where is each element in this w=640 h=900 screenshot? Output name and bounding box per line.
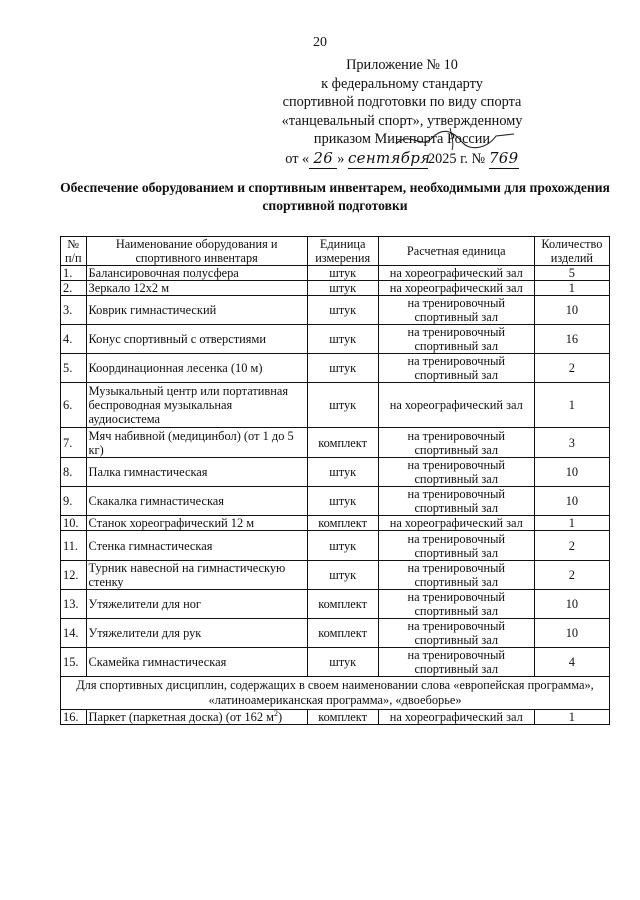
appendix-line-2: к федеральному стандарту: [321, 75, 483, 92]
row-num: 1.: [61, 266, 87, 281]
row-qty: 2: [534, 531, 609, 561]
table-row: [61, 296, 610, 325]
table-row: [61, 619, 610, 648]
row-qty: 10: [534, 619, 609, 648]
row-unit: штук: [307, 458, 378, 487]
table-row: [61, 487, 610, 516]
handwritten-day: 26: [309, 149, 337, 169]
appendix-line-3: спортивной подготовки по виду спорта: [282, 94, 522, 111]
table-row: [61, 458, 610, 487]
signature-mark: [392, 126, 522, 152]
row-num: 12.: [61, 561, 87, 590]
handwritten-month: сентября: [347, 148, 431, 167]
row-unit: штук: [307, 296, 378, 325]
row-unit: штук: [307, 648, 378, 677]
row-unit: штук: [307, 561, 378, 590]
header-qty: Количество изделий: [534, 237, 609, 266]
row-qty: 10: [534, 296, 609, 325]
table-row: [61, 710, 610, 725]
row-num: 2.: [61, 281, 87, 296]
row-calc: на тренировочный спортивный зал: [378, 354, 534, 383]
row-calc: на тренировочный спортивный зал: [378, 296, 534, 325]
header-calc: Расчетная единица: [378, 237, 534, 266]
row-num: 6.: [61, 383, 87, 428]
section-note-row: [61, 677, 610, 710]
row-num: 13.: [61, 590, 87, 619]
row-qty: 5: [534, 266, 609, 281]
row-num: 4.: [61, 325, 87, 354]
row-name: Утяжелители для рук: [86, 619, 307, 648]
row-unit: комплект: [307, 590, 378, 619]
row-calc: на хореографический зал: [378, 516, 534, 531]
row-calc: на хореографический зал: [378, 710, 534, 725]
row-calc: на хореографический зал: [378, 281, 534, 296]
row-name: Утяжелители для ног: [86, 590, 307, 619]
row-calc: на хореографический зал: [378, 266, 534, 281]
row-unit: комплект: [307, 428, 378, 458]
row-qty: 1: [534, 383, 609, 428]
table-row: [61, 516, 610, 531]
row-name: Станок хореографический 12 м: [86, 516, 307, 531]
row-unit: штук: [307, 325, 378, 354]
row-qty: 4: [534, 648, 609, 677]
appendix-line-1: Приложение № 10: [346, 57, 458, 73]
row-qty: 2: [534, 561, 609, 590]
table-header-row: [61, 237, 610, 266]
row-qty: 1: [534, 281, 609, 296]
row-calc: на тренировочный спортивный зал: [378, 561, 534, 590]
row-unit: комплект: [307, 516, 378, 531]
header-num: № п/п: [61, 237, 87, 266]
row-name: Турник навесной на гимнастическую стенку: [86, 561, 307, 590]
header-name: Наименование оборудования и спортивного инвентаря: [86, 237, 307, 266]
date-year: 2025 г. №: [427, 150, 486, 167]
row-num: 5.: [61, 354, 87, 383]
row-unit: штук: [307, 354, 378, 383]
row-num: 15.: [61, 648, 87, 677]
row-qty: 2: [534, 354, 609, 383]
date-mid: »: [337, 150, 345, 167]
table-row: [61, 648, 610, 677]
row-unit: штук: [307, 487, 378, 516]
row-calc: на тренировочный спортивный зал: [378, 590, 534, 619]
row-unit: комплект: [307, 619, 378, 648]
row-calc: на тренировочный спортивный зал: [378, 487, 534, 516]
row-num: 14.: [61, 619, 87, 648]
document-title: Обеспечение оборудованием и спортивным инвентарем, необходимыми для прохождения спортивной подготовки: [60, 180, 610, 213]
row-qty: 10: [534, 487, 609, 516]
row-name: Мяч набивной (медицинбол) (от 1 до 5 кг): [86, 428, 307, 458]
table-row: [61, 325, 610, 354]
header-unit: Единица измерения: [307, 237, 378, 266]
row-calc: на хореографический зал: [378, 383, 534, 428]
row-num: 8.: [61, 458, 87, 487]
row-unit: штук: [307, 266, 378, 281]
table-row: [61, 281, 610, 296]
handwritten-order-number: 769: [488, 148, 519, 167]
table-row: [61, 561, 610, 590]
row-calc: на тренировочный спортивный зал: [378, 619, 534, 648]
appendix-line-5: приказом Минспорта России: [313, 131, 491, 148]
table-row: [61, 590, 610, 619]
equipment-table: [60, 236, 610, 725]
row-name: Коврик гимнастический: [86, 296, 307, 325]
row-num: 7.: [61, 428, 87, 458]
row-unit: комплект: [307, 710, 378, 725]
row-name: Зеркало 12х2 м: [86, 281, 307, 296]
row-unit: штук: [307, 383, 378, 428]
row-calc: на тренировочный спортивный зал: [378, 648, 534, 677]
row-name: Палка гимнастическая: [86, 458, 307, 487]
date-prefix: от «: [285, 150, 310, 167]
row-name: Скакалка гимнастическая: [86, 487, 307, 516]
row-calc: на тренировочный спортивный зал: [378, 325, 534, 354]
row-name: Стенка гимнастическая: [86, 531, 307, 561]
row-calc: на тренировочный спортивный зал: [378, 531, 534, 561]
section-note: Для спортивных дисциплин, содержащих в своем наименовании слова «европейская программа», «латиноамериканская программа», «двоеборье»: [61, 677, 610, 710]
table-row: [61, 428, 610, 458]
row-calc: на тренировочный спортивный зал: [378, 458, 534, 487]
row-qty: 1: [534, 710, 609, 725]
table-row: [61, 266, 610, 281]
row-qty: 10: [534, 458, 609, 487]
row-qty: 16: [534, 325, 609, 354]
row-num: 9.: [61, 487, 87, 516]
row-unit: штук: [307, 281, 378, 296]
table-row: [61, 383, 610, 428]
table-row: [61, 354, 610, 383]
row-name: Скамейка гимнастическая: [86, 648, 307, 677]
row-name: Конус спортивный с отверстиями: [86, 325, 307, 354]
row-qty: 3: [534, 428, 609, 458]
row-num: 11.: [61, 531, 87, 561]
row-name: Координационная лесенка (10 м): [86, 354, 307, 383]
appendix-line-4: «танцевальный спорт», утвержденному: [281, 112, 523, 129]
table-row: [61, 531, 610, 561]
row-num: 16.: [61, 710, 87, 725]
row-num: 3.: [61, 296, 87, 325]
row-calc: на тренировочный спортивный зал: [378, 428, 534, 458]
row-name: Музыкальный центр или портативная беспроводная музыкальная аудиосистема: [86, 383, 307, 428]
row-qty: 1: [534, 516, 609, 531]
row-unit: штук: [307, 531, 378, 561]
row-num: 10.: [61, 516, 87, 531]
page-number: 20: [313, 35, 327, 50]
row-qty: 10: [534, 590, 609, 619]
row-name: Балансировочная полусфера: [86, 266, 307, 281]
row-name: Паркет (паркетная доска) (от 162 $м^2$): [86, 710, 307, 725]
